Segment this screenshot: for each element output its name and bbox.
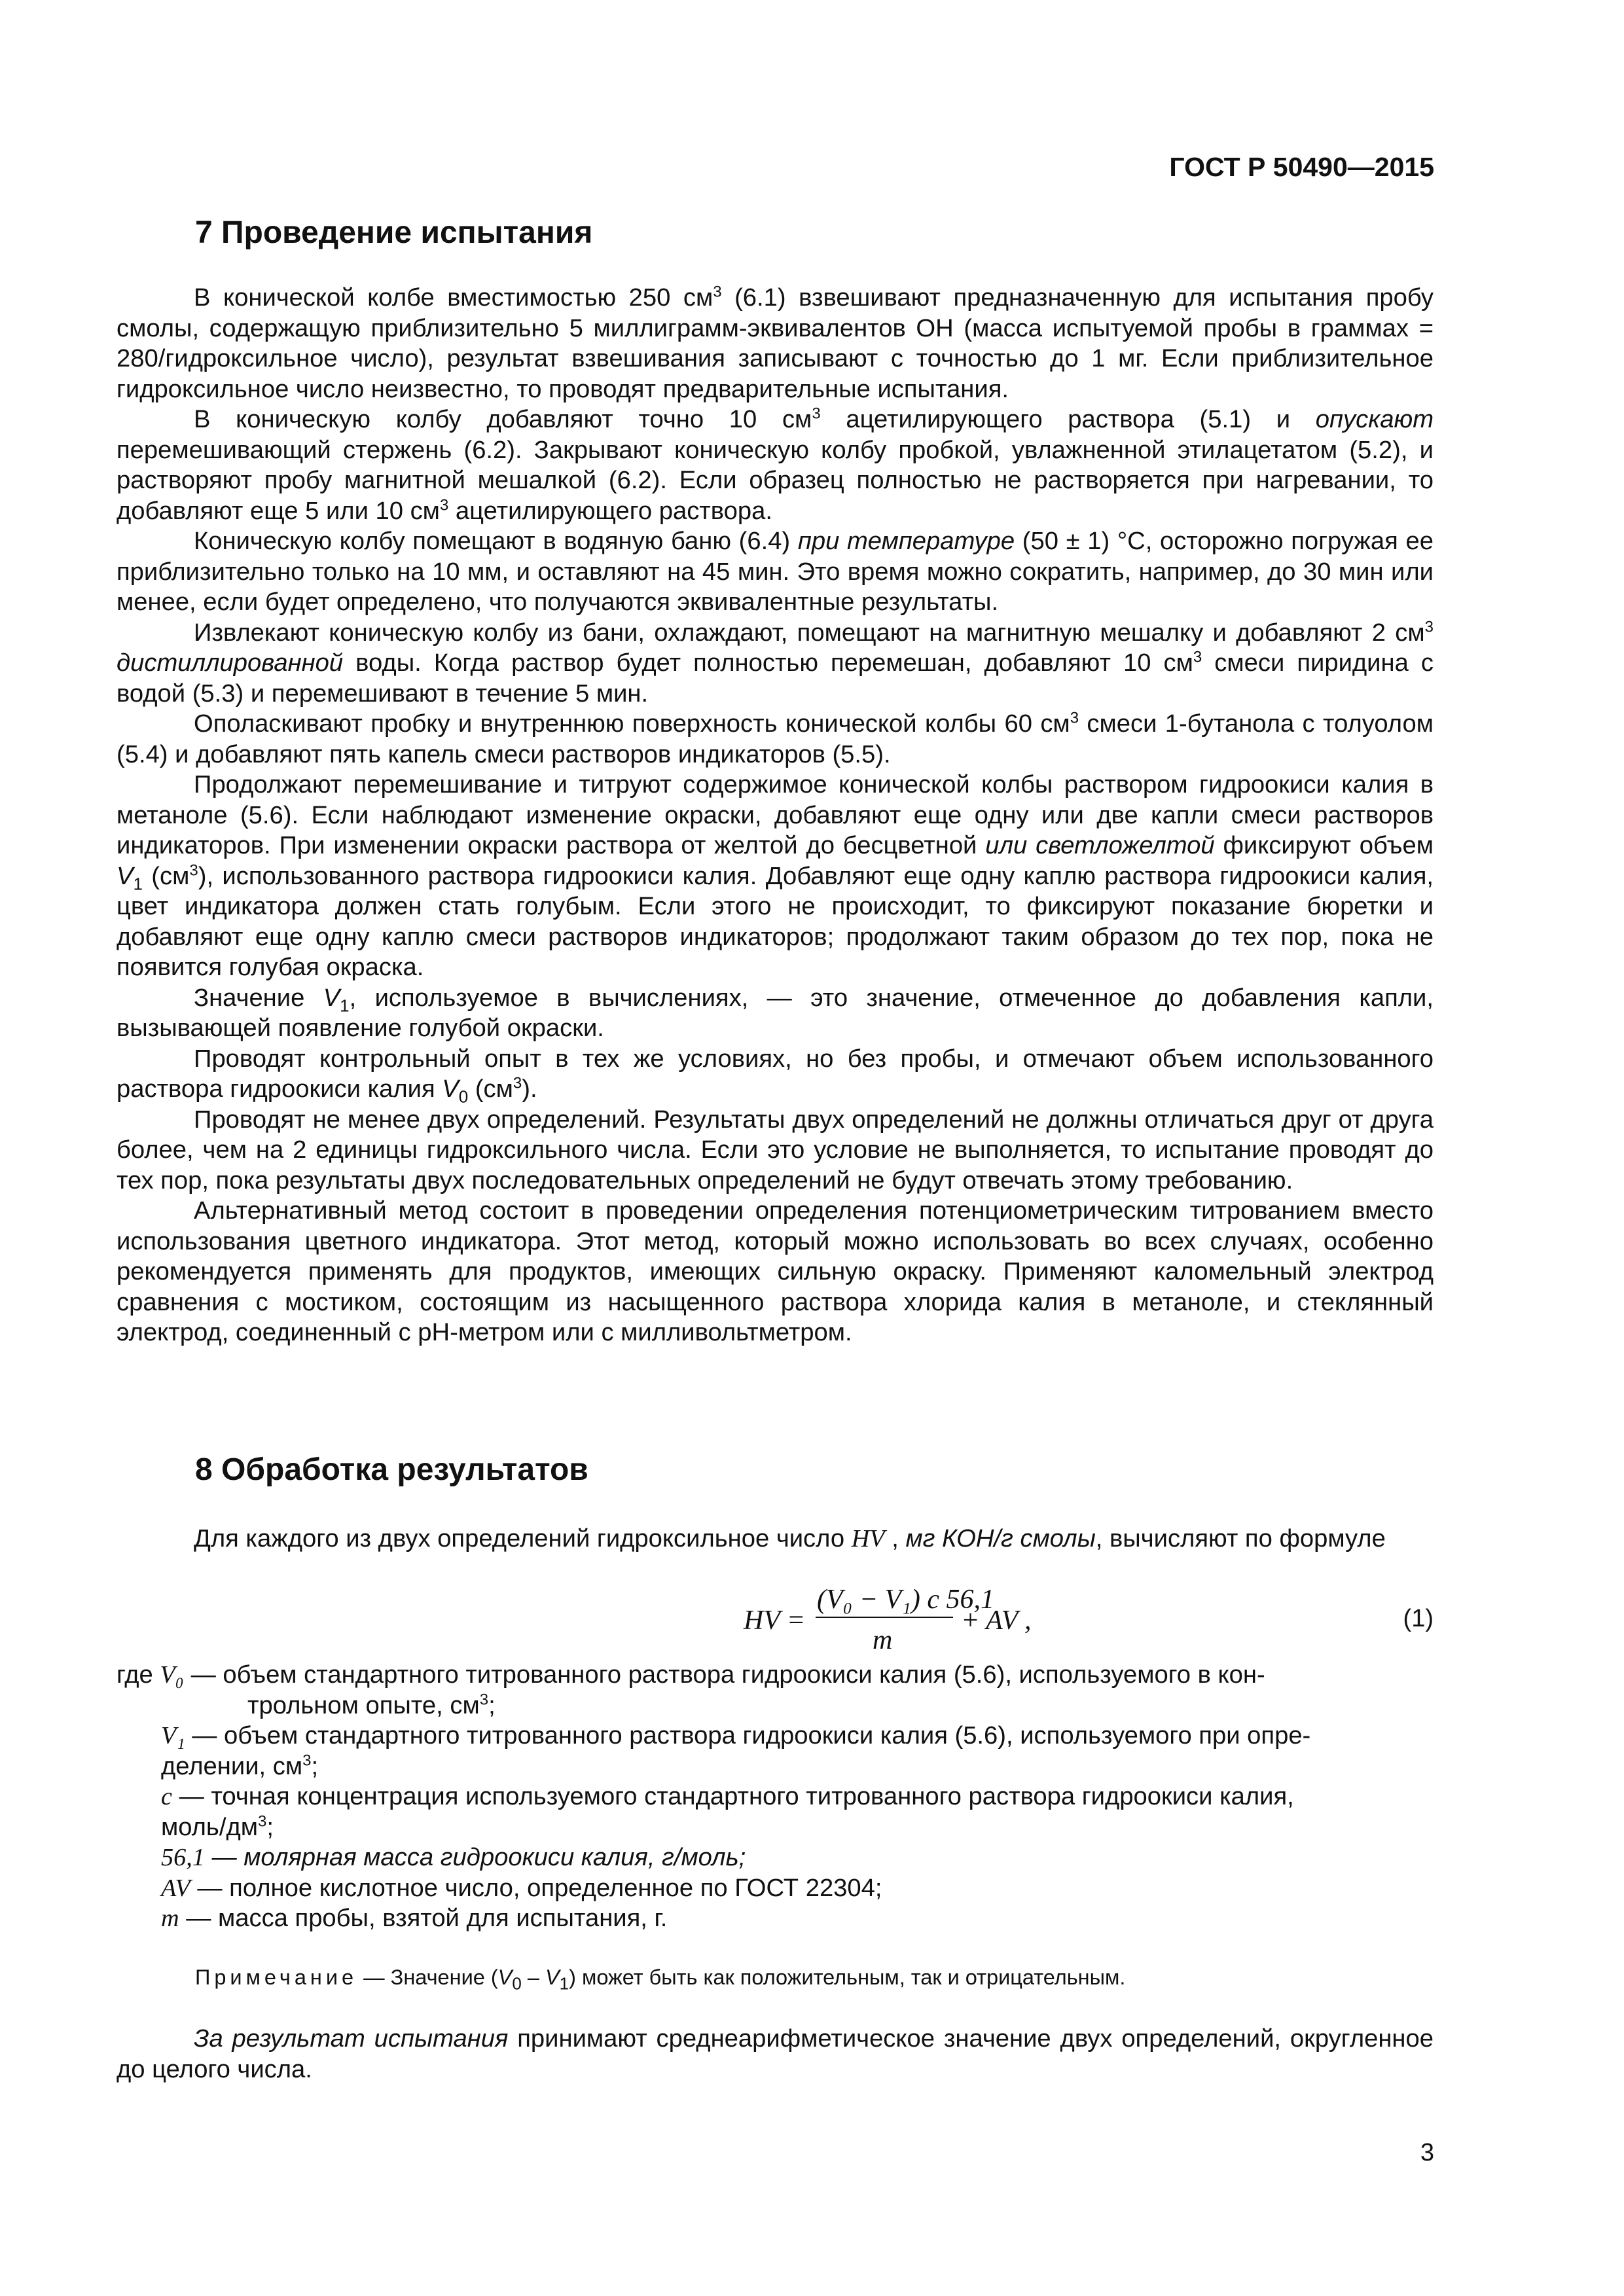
definition-c: c — точная концентрация используемого стандартного титрованного раствора гидроокиси калия, [161, 1782, 1294, 1810]
note-label: Примечание [195, 1965, 358, 1989]
definition-c-cont: моль/$дм^3$; [161, 1812, 274, 1841]
definition-av: AV — полное кислотное число, определенное по ГОСТ 22304; [161, 1873, 882, 1902]
paragraph: В коническую колбу добавляют точно 10 $см^3$ ацетилирующего раствора (5.1) и опускают перемешивающий стержень (6.2). Закрывают коническую колбу пробкой, увлажненной этилацетатом (5.2), и растворяют пробу магнитной мешалкой (6.2). Если образец полностью не растворяется при нагревании, то добавляют еще 5 или 10 $см^3$ ацетилирующего раствора. [117, 404, 1434, 525]
fraction-bar [816, 1617, 953, 1618]
paragraph: Коническую колбу помещают в водяную баню (6.4) при температуре (50 ± 1) °С, осторожно погружая ее приблизительно только на 10 мм, и оставляют на 45 мин. Это время можно сократить, например, до 30 мин или менее, если будет определено, что получаются эквивалентные результаты. [117, 527, 1434, 616]
paragraph: В конической колбе вместимостью 250 $см^3$ (6.1) взвешивают предназначенную для испытания пробу смолы, содержащую приблизительно 5 миллиграмм-эквивалентов ОН (масса испытуемой пробы в граммах = 280/гидроксильное число), результат взвешивания записывают с точностью до 1 мг. Если приблизительное гидроксильное число неизвестно, то проводят предварительные испытания. [117, 283, 1434, 403]
section-8-title: 8 Обработка результатов [195, 1452, 588, 1487]
paragraph: Ополаскивают пробку и внутреннюю поверхность конической колбы 60 $см^3$ смеси 1-бутанола с толуолом (5.4) и добавляют пять капель смеси растворов индикаторов (5.5). [117, 709, 1434, 768]
definition-v0-cont: трольном опыте, $см^3$; [247, 1690, 496, 1719]
page-number: 3 [1420, 2139, 1434, 2166]
definition-m: m — масса пробы, взятой для испытания, г. [161, 1904, 668, 1932]
paragraph: Извлекают коническую колбу из бани, охлаждают, помещают на магнитную мешалку и добавляют 2 $см^3$ дистиллированной воды. Когда раствор будет полностью перемешан, добавляют 10 $см^3$ смеси пиридина с водой (5.3) и перемешивают в течение 5 мин. [117, 617, 1434, 708]
formula-lhs: HV = [744, 1605, 806, 1636]
formula [627, 1584, 1434, 1662]
document-header: ГОСТ Р 50490—2015 [1169, 152, 1434, 182]
definition-molar-mass: 56,1 — молярная масса гидроокиси калия, г/моль; [161, 1843, 746, 1871]
variable-definitions [117, 1660, 1434, 1934]
section-8-intro [117, 1524, 1434, 1554]
section-7-body [117, 283, 1434, 1348]
paragraph: Проводят контрольный опыт в тех же условиях, но без пробы, и отмечают объем использованного раствора гидроокиси калия $V_0$ $(см^3)$. [117, 1044, 1434, 1107]
paragraph: Значение $V_1$, используемое в вычислениях, — это значение, отмеченное до добавления капли, вызывающей появление голубой окраски. [117, 983, 1434, 1042]
section-7-title: 7 Проведение испытания [195, 215, 593, 250]
equation-number: (1) [1403, 1605, 1434, 1632]
formula-denominator: m [873, 1625, 893, 1655]
paragraph: Для каждого из двух определений гидроксильное число HV , мг КОН/г смолы, вычисляют по формуле [194, 1524, 1386, 1552]
definition-v1-cont: делении, $см^3$; [161, 1751, 319, 1780]
formula-tail: + AV , [961, 1605, 1032, 1636]
paragraph: За результат испытания принимают среднеарифметическое значение двух определений, округленное до целого числа. [117, 2024, 1434, 2083]
definition-v1: V₁ — объем стандартного титрованного раствора гидроокиси калия (5.6), используемого при опре- [161, 1721, 1311, 1749]
paragraph: Проводят не менее двух определений. Результаты двух определений не должны отличаться друг от друга более, чем на 2 единицы гидроксильного числа. Если это условие не выполняется, то испытание проводят до тех пор, пока результаты двух последовательных определений не будут отвечать этому требованию. [117, 1105, 1434, 1194]
note: Примечание — Значение $(V_0 - V_1)$ может быть как положительным, так и отрицательным. [195, 1965, 1126, 1994]
paragraph: Альтернативный метод состоит в проведении определения потенциометрическим титрованием вместо использования цветного индикатора. Этот метод, который можно использовать во всех случаях, особенно рекомендуется применять для продуктов, имеющих сильную окраску. Применяют каломельный электрод сравнения с мостиком, состоящим из насыщенного раствора хлорида калия в метаноле, и стеклянный электрод, соединенный с pH-метром или с милливольтметром. [117, 1196, 1434, 1346]
formula-numerator: (V₀ − V₁) c 56,1 [817, 1585, 994, 1615]
paragraph: Продолжают перемешивание и титруют содержимое конической колбы раствором гидроокиси калия в метаноле (5.6). Если наблюдают изменение окраски, добавляют еще одну или две капли смеси растворов индикаторов. При изменении окраски раствора от желтой до бесцветной или светложелтой фиксируют объем $V_1$ $(см^3)$, использованного раствора гидроокиси калия. Добавляют еще одну каплю раствора гидроокиси калия, цвет индикатора должен стать голубым. Если этого не происходит, то фиксируют показание бюретки и добавляют еще одну каплю смеси растворов индикаторов; продолжают таким образом до тех пор, пока не появится голубая окраска. [117, 770, 1434, 981]
result-paragraph [117, 2024, 1434, 2085]
definition-v0: где V₀ — объем стандартного титрованного раствора гидроокиси калия (5.6), используемого в кон- [117, 1660, 1265, 1689]
